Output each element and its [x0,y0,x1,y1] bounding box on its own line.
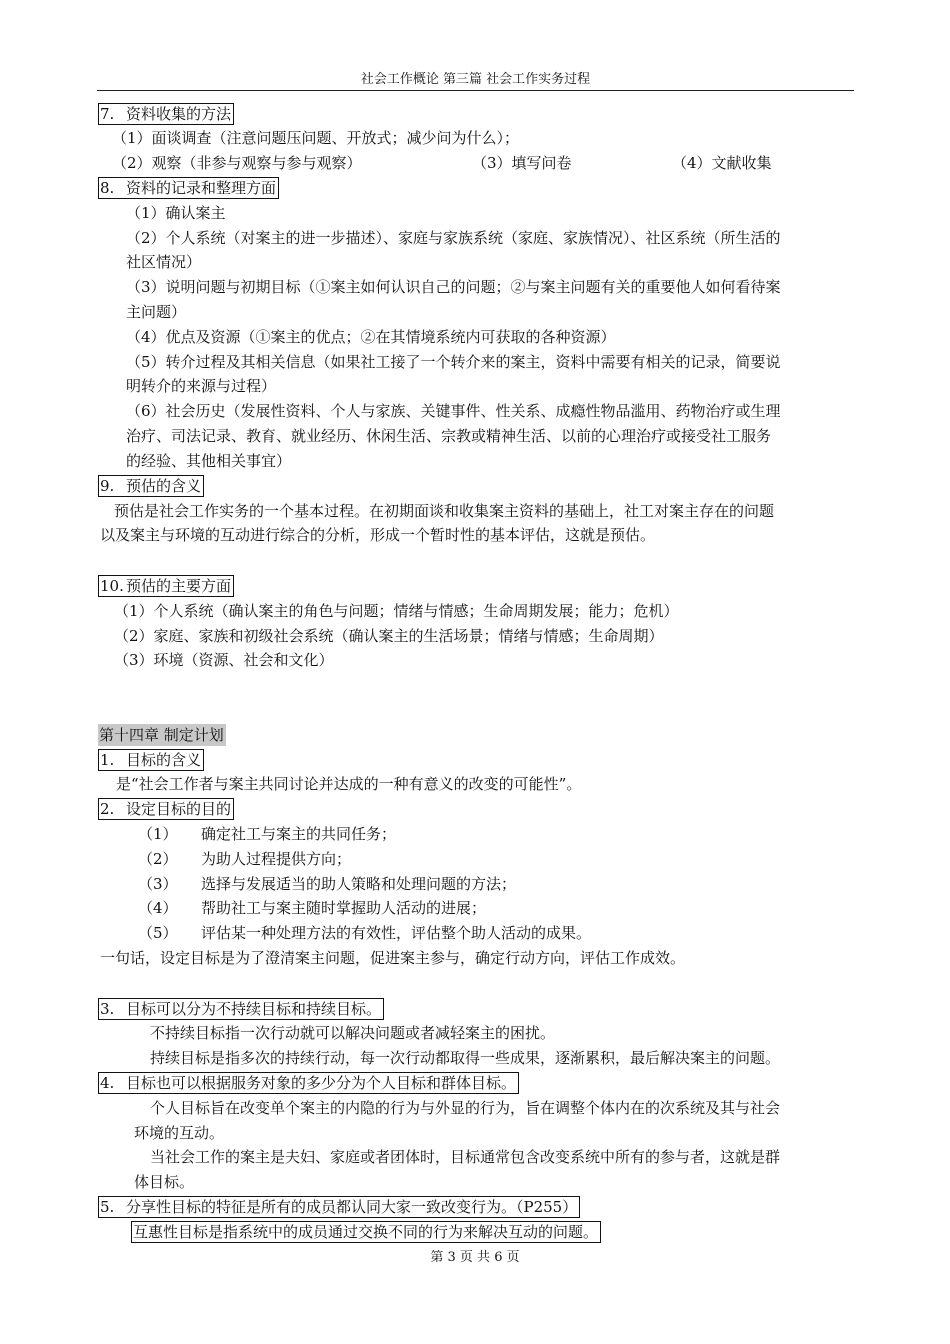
text-line: （3）说明问题与初期目标（①案主如何认识自己的问题；②与案主问题有关的重要他人如何看待案 [126,278,781,296]
section-9-heading [98,475,204,497]
section-title: 目标的含义 [126,751,202,769]
method-item: （2）观察（非参与观察与参与观察） [112,154,362,172]
chapter-item-2-heading [98,798,234,820]
section-title: 目标也可以根据服务对象的多少分为个人目标和群体目标。 [126,1074,517,1092]
section-title: 分享性目标的特征是所有的成员都认同大家一致改变行为。（P255） [126,1198,578,1216]
text-line: （4）优点及资源（①案主的优点；②在其情境系统内可获取的各种资源） [126,328,616,346]
section-number: 10. [100,577,124,595]
text-line: 的经验、其他相关事宜） [126,452,292,470]
chapter-item-4-heading [98,1072,519,1094]
text-line: （1）确认案主 [126,204,226,222]
section-title: 目标可以分为不持续目标和持续目标。 [126,1000,382,1018]
text-line: （1）面谈调查（注意问题压问题、开放式；减少问为什么）； [112,129,520,147]
text-line: 以及案主与环境的互动进行综合的分析，形成一个暂时性的基本评估，这就是预估。 [100,526,656,544]
section-number: 7. [100,105,115,123]
section-10-heading [98,575,234,597]
text-line: 预估是社会工作实务的一个基本过程。在初期面谈和收集案主资料的基础上，社工对案主存在的问题 [114,502,775,520]
text-line: 是“社会工作者与案主共同讨论并达成的一种有意义的改变的可能性”。 [116,775,582,793]
list-item: （4） 帮助社工与案主随时掌握助人活动的进展； [138,899,487,917]
section-number: 5. [100,1198,115,1216]
section-title: 资料的记录和整理方面 [126,179,277,197]
text-line: 体目标。 [134,1173,195,1191]
page-number: 第 3 页 共 6 页 [430,1250,520,1265]
text-line: 治疗、司法记录、教育、就业经历、休闲生活、宗教或精神生活、以前的心理治疗或接受社工服务 [126,427,772,445]
page-header: 社会工作概论 第三篇 社会工作实务过程 [97,70,854,91]
section-number: 8. [100,179,115,197]
text-line: 个人目标旨在改变单个案主的内隐的行为与外显的行为，旨在调整个体内在的次系统及其与社会 [150,1099,781,1117]
text-line: （2）家庭、家族和初级社会系统（确认案主的生活场景；情绪与情感；生命周期） [114,627,664,645]
text-line: （1）个人系统（确认案主的角色与问题；情绪与情感；生命周期发展；能力；危机） [114,602,679,620]
text-line: 当社会工作的案主是夫妇、家庭或者团体时，目标通常包含改变系统中所有的参与者，这就是群 [150,1148,781,1166]
text-line: 一句话，设定目标是为了澄清案主问题，促进案主参与，确定行动方向，评估工作成效。 [100,949,686,967]
list-item: （5） 评估某一种处理方法的有效性，评估整个助人活动的成果。 [138,924,592,942]
section-title: 预估的主要方面 [126,577,232,595]
section-number: 1. [100,751,115,769]
list-item: （2） 为助人过程提供方向； [138,850,352,868]
text-line: 持续目标是指多次的持续行动，每一次行动都取得一些成果，逐渐累积，最后解决案主的问题。 [150,1049,781,1067]
text-line: 明转介的来源与过程） [126,377,277,395]
text-line: 不持续目标指一次行动就可以解决问题或者减轻案主的困扰。 [150,1024,556,1042]
section-7-heading [98,103,234,125]
text-line: 环境的互动。 [134,1124,225,1142]
section-title: 预估的含义 [126,477,202,495]
chapter-item-5-heading [98,1196,580,1218]
section-number: 2. [100,800,115,818]
list-item: （3） 选择与发展适当的助人策略和处理问题的方法； [138,875,517,893]
section-8-heading [98,177,279,199]
list-item: （1） 确定社工与案主的共同任务； [138,825,397,843]
section-title: 设定目标的目的 [126,800,232,818]
method-item: （3）填写问卷 [472,154,572,172]
text-line: （3）环境（资源、社会和文化） [114,651,334,669]
chapter-item-3-heading [98,998,384,1020]
text-line: 主问题） [126,303,187,321]
text-line: （6）社会历史（发展性资料、个人与家族、关键事件、性关系、成瘾性物品滥用、药物治疗或生理 [126,402,781,420]
chapter-item-1-heading [98,749,204,771]
section-number: 4. [100,1074,115,1092]
text-line: 社区情况） [126,253,202,271]
text-line: （5）转介过程及其相关信息（如果社工接了一个转介来的案主，资料中需要有相关的记录，简要说 [126,353,781,371]
section-number: 3. [100,1000,115,1018]
chapter-title: 第十四章 制定计划 [99,726,224,744]
section-title: 资料收集的方法 [126,105,232,123]
section-number: 9. [100,477,115,495]
boxed-note: 互惠性目标是指系统中的成员通过交换不同的行为来解决互动的问题。 [131,1221,601,1243]
method-item: （4）文献收集 [672,154,772,172]
text-line: （2）个人系统（对案主的进一步描述）、家庭与家族系统（家庭、家族情况）、社区系统（所生活的 [126,229,781,247]
